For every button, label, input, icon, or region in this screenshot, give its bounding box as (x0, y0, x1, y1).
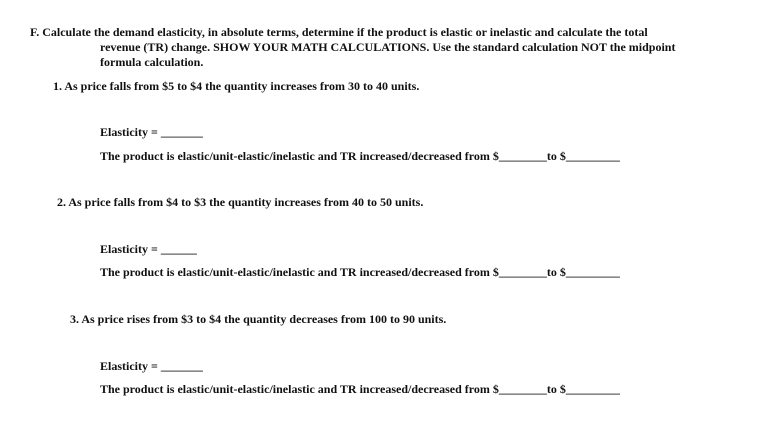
heading-line-2: revenue (TR) change. SHOW YOUR MATH CALCULATIONS. Use the standard calculation NOT the midpoint (100, 40, 676, 54)
question-1-product-statement: The product is elastic/unit-elastic/inelastic and TR increased/decreased from $________to $_________ (100, 149, 620, 163)
heading-line-3: formula calculation. (100, 55, 204, 69)
question-2-product-statement: The product is elastic/unit-elastic/inelastic and TR increased/decreased from $________to $_________ (100, 265, 620, 279)
question-3-prompt: 3. As price rises from $3 to $4 the quantity decreases from 100 to 90 units. (70, 312, 447, 326)
question-1-prompt: 1. As price falls from $5 to $4 the quantity increases from 30 to 40 units. (53, 79, 420, 93)
question-3-elasticity: Elasticity = _______ (100, 359, 203, 373)
question-2-elasticity: Elasticity = ______ (100, 242, 197, 256)
question-3-product-statement: The product is elastic/unit-elastic/inelastic and TR increased/decreased from $________to $_________ (100, 382, 620, 396)
question-1-elasticity: Elasticity = _______ (100, 125, 203, 139)
heading-line-1: F. Calculate the demand elasticity, in absolute terms, determine if the product is elastic or inelastic and calculate the total (30, 25, 648, 39)
question-2-prompt: 2. As price falls from $4 to $3 the quantity increases from 40 to 50 units. (57, 195, 424, 209)
